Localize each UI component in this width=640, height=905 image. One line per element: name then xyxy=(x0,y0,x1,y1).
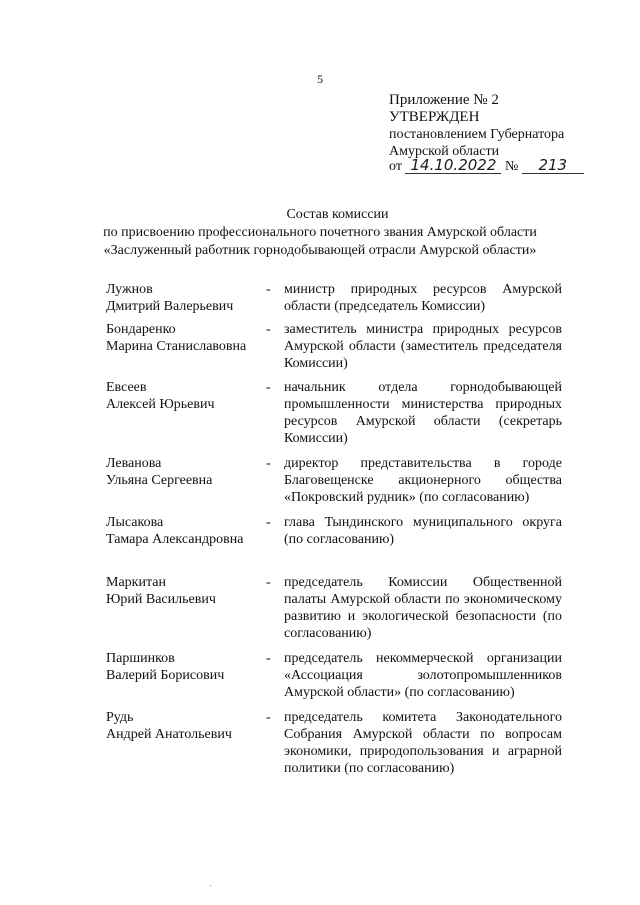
member-given-name: Алексей Юрьевич xyxy=(106,397,215,412)
member-name xyxy=(106,650,256,684)
member-given-name: Тамара Александровна xyxy=(106,532,244,547)
member-dash: - xyxy=(266,710,271,725)
member-name xyxy=(106,574,256,608)
member-surname: Леванова xyxy=(106,456,162,471)
member-given-name: Ульяна Сергеевна xyxy=(106,473,213,488)
decree-from-label: от xyxy=(389,159,402,174)
member-role: министр природных ресурсов Амурской области (председатель Комиссии) xyxy=(284,282,562,314)
member-dash: - xyxy=(266,282,271,297)
document-title xyxy=(0,206,640,260)
member-surname: Бондаренко xyxy=(106,322,176,337)
member-given-name: Валерий Борисович xyxy=(106,668,225,683)
member-name xyxy=(106,321,256,355)
approval-line-1: постановлением Губернатора xyxy=(389,127,565,142)
title-line-3: «Заслуженный работник горнодобывающей отрасли Амурской области» xyxy=(103,243,537,258)
member-role: председатель Комиссии Общественной палаты Амурской области по экономическому развитию и экологической безопасности (по согласованию) xyxy=(284,575,562,641)
approval-block xyxy=(389,92,589,160)
member-surname: Евсеев xyxy=(106,380,147,395)
decree-line xyxy=(389,158,584,175)
member-dash: - xyxy=(266,322,271,337)
member-surname: Лысакова xyxy=(106,515,164,530)
member-role: председатель некоммерческой организации «Ассоциация золотопромышленников Амурской области» (по согласованию) xyxy=(284,651,562,700)
approval-line-2: Амурской области xyxy=(389,144,500,159)
member-dash: - xyxy=(266,651,271,666)
approved-label: УТВЕРЖДЕН xyxy=(389,109,480,125)
title-line-2: по присвоению профессионального почетного звания Амурской области xyxy=(103,225,537,240)
member-role: директор представительства в городе Благовещенске акционерного общества «Покровский рудник» (по согласованию) xyxy=(284,456,562,505)
member-name xyxy=(106,709,256,743)
member-surname: Паршинков xyxy=(106,651,175,666)
member-dash: - xyxy=(266,515,271,530)
member-dash: - xyxy=(266,380,271,395)
member-name xyxy=(106,281,256,315)
member-name xyxy=(106,514,256,548)
appendix-label: Приложение № 2 xyxy=(389,92,499,108)
member-given-name: Андрей Анатольевич xyxy=(106,727,232,742)
member-surname: Рудь xyxy=(106,710,134,725)
member-role: глава Тындинского муниципального округа (по согласованию) xyxy=(284,515,562,547)
decree-number-label: № xyxy=(504,159,519,174)
title-line-1: Состав комиссии xyxy=(286,207,389,222)
member-given-name: Дмитрий Валерьевич xyxy=(106,299,234,314)
member-role: председатель комитета Законодательного Собрания Амурской области по вопросам экономики, природопользования и аграрной политики (по согласованию) xyxy=(284,710,562,776)
page-number: 5 xyxy=(317,72,323,86)
member-dash: - xyxy=(266,575,271,590)
member-surname: Лужнов xyxy=(106,282,153,297)
member-given-name: Марина Станиславовна xyxy=(106,339,247,354)
member-dash: - xyxy=(266,456,271,471)
member-surname: Маркитан xyxy=(106,575,166,590)
member-role: начальник отдела горнодобывающей промышленности министерства природных ресурсов Амурской области (секретарь Комиссии) xyxy=(284,380,562,446)
member-name xyxy=(106,455,256,489)
scan-speck xyxy=(210,885,211,886)
decree-date: 14.10.2022 xyxy=(405,158,501,174)
member-name xyxy=(106,379,256,413)
member-given-name: Юрий Васильевич xyxy=(106,592,216,607)
decree-number: 213 xyxy=(522,158,584,174)
member-role: заместитель министра природных ресурсов Амурской области (заместитель председателя Комиссии) xyxy=(284,322,562,371)
